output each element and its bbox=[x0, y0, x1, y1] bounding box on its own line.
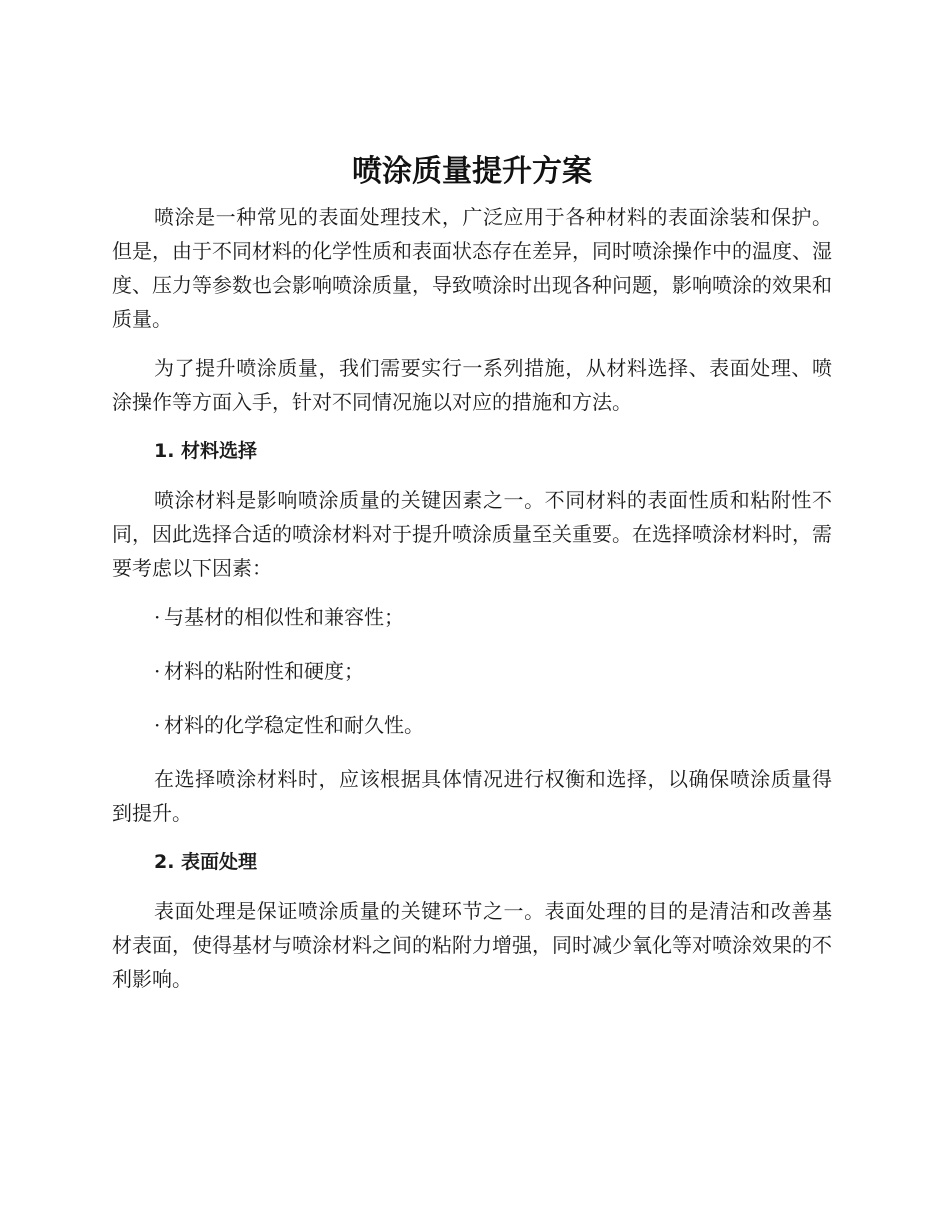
bullet-text: 材料的化学稳定性和耐久性。 bbox=[164, 713, 424, 737]
bullet-marker: · bbox=[154, 605, 161, 629]
material-paragraph-2: 在选择喷涂材料时，应该根据具体情况进行权衡和选择，以确保喷涂质量得到提升。 bbox=[112, 767, 832, 825]
bullet-item bbox=[112, 600, 832, 634]
bullet-marker: · bbox=[154, 659, 161, 683]
document-title: 喷涂质量提升方案 bbox=[352, 154, 592, 189]
surface-paragraph-1: 表面处理是保证喷涂质量的关键环节之一。表面处理的目的是清洁和改善基材表面，使得基材与喷涂材料之间的粘附力增强，同时减少氧化等对喷涂效果的不利影响。 bbox=[112, 899, 832, 991]
section-heading-material: 1. 材料选择 bbox=[154, 440, 258, 462]
document-body bbox=[112, 150, 832, 1011]
bullet-text: 材料的粘附性和硬度； bbox=[164, 659, 364, 683]
bullet-item bbox=[112, 708, 832, 742]
material-paragraph-1: 喷涂材料是影响喷涂质量的关键因素之一。不同材料的表面性质和粘附性不同，因此选择合适的喷涂材料对于提升喷涂质量至关重要。在选择喷涂材料时，需要考虑以下因素： bbox=[112, 488, 832, 580]
bullet-marker: · bbox=[154, 713, 161, 737]
bullet-text: 与基材的相似性和兼容性； bbox=[164, 605, 404, 629]
intro-paragraph-1: 喷涂是一种常见的表面处理技术，广泛应用于各种材料的表面涂装和保护。但是，由于不同材料的化学性质和表面状态存在差异，同时喷涂操作中的温度、湿度、压力等参数也会影响喷涂质量，导致喷涂时出现各种问题，影响喷涂的效果和质量。 bbox=[112, 205, 832, 331]
section-heading-surface: 2. 表面处理 bbox=[154, 851, 258, 873]
bullet-item bbox=[112, 654, 832, 688]
intro-paragraph-2: 为了提升喷涂质量，我们需要实行一系列措施，从材料选择、表面处理、喷涂操作等方面入手，针对不同情况施以对应的措施和方法。 bbox=[112, 356, 832, 414]
